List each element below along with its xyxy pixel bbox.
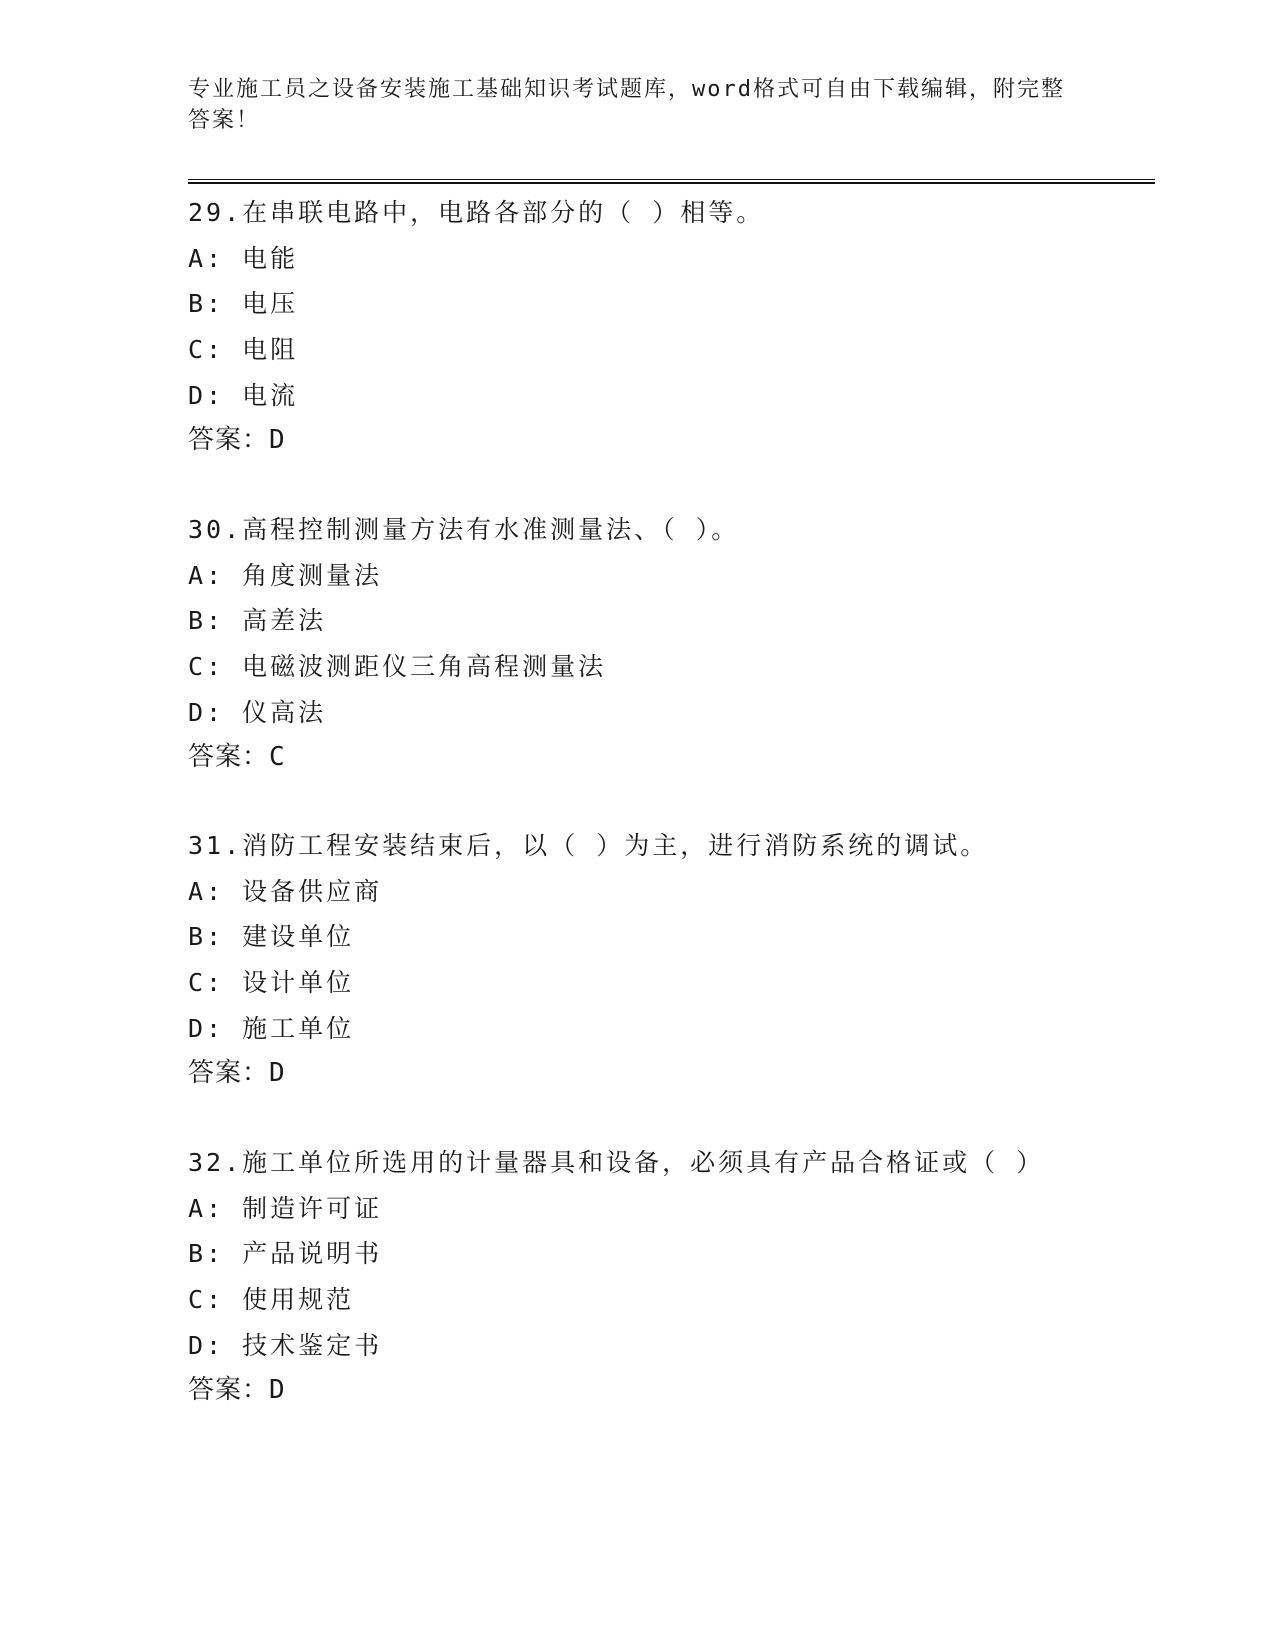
option-c: C: 电磁波测距仪三角高程测量法 — [188, 652, 607, 682]
option-c: C: 使用规范 — [188, 1285, 355, 1315]
header-divider — [188, 179, 1155, 184]
question-31 — [188, 823, 1168, 1097]
answer: 答案：D — [188, 1375, 286, 1406]
option-c: C: 设计单位 — [188, 968, 355, 998]
option-a: A: 角度测量法 — [188, 560, 383, 590]
question-32 — [188, 1140, 1168, 1414]
option-c: C: 电阻 — [188, 335, 299, 365]
question-stem: 29.在串联电路中，电路各部分的（ ）相等。 — [188, 198, 765, 227]
option-b: B: 电压 — [188, 289, 299, 319]
answer: 答案：D — [188, 1058, 286, 1089]
option-d: D: 技术鉴定书 — [188, 1330, 383, 1360]
question-29 — [188, 190, 1168, 464]
option-b: B: 产品说明书 — [188, 1239, 383, 1269]
answer: 答案：D — [188, 425, 286, 456]
option-a: A: 设备供应商 — [188, 876, 383, 906]
answer: 答案：C — [188, 742, 286, 773]
question-stem: 31.消防工程安装结束后，以（ ）为主，进行消防系统的调试。 — [188, 831, 989, 860]
option-a: A: 电能 — [188, 243, 299, 273]
question-stem: 30.高程控制测量方法有水准测量法、（ ）。 — [188, 515, 740, 544]
option-b: B: 建设单位 — [188, 922, 355, 952]
option-b: B: 高差法 — [188, 606, 327, 636]
option-d: D: 施工单位 — [188, 1013, 355, 1043]
question-stem: 32.施工单位所选用的计量器具和设备，必须具有产品合格证或（ ） — [188, 1148, 1045, 1177]
option-a: A: 制造许可证 — [188, 1193, 383, 1223]
option-d: D: 电流 — [188, 380, 299, 410]
document-intro: 专业施工员之设备安装施工基础知识考试题库，word格式可自由下载编辑，附完整答案！ — [188, 77, 1065, 133]
option-d: D: 仪高法 — [188, 697, 327, 727]
question-30 — [188, 507, 1168, 781]
